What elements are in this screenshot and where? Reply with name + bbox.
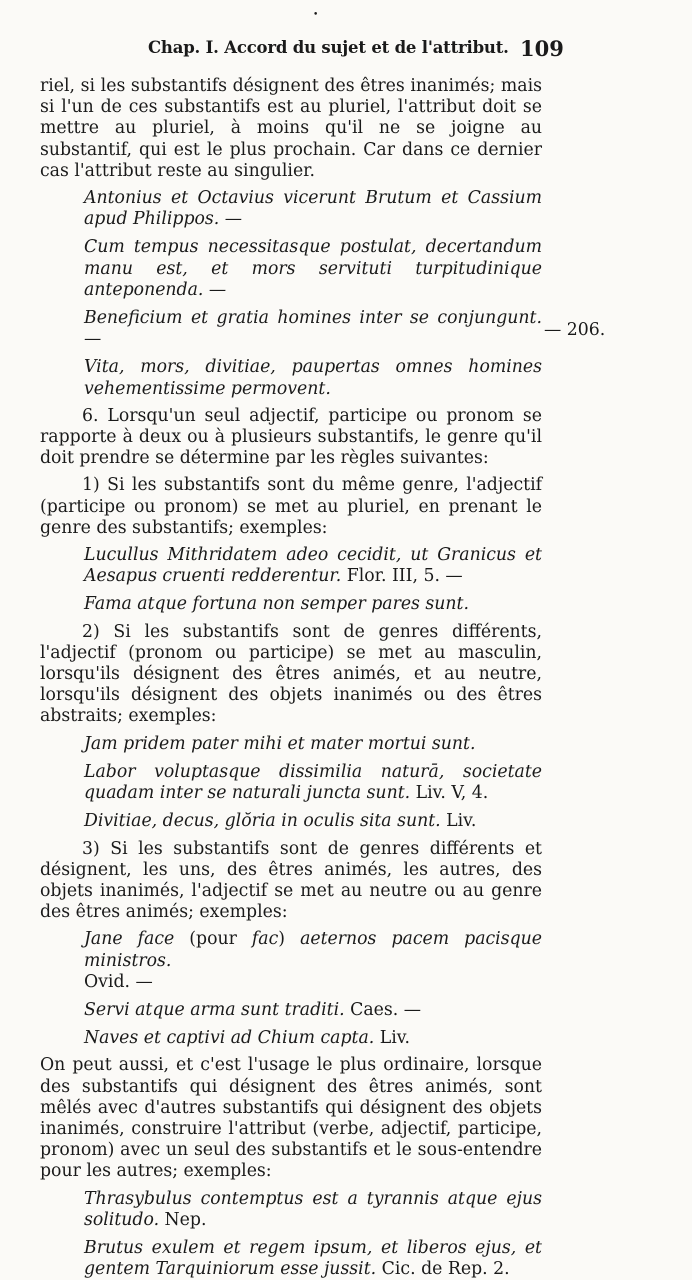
example-gloss: (pour bbox=[174, 929, 252, 950]
page-number: 109 bbox=[520, 36, 564, 61]
page-body bbox=[40, 76, 542, 1280]
example-text: Thrasybulus contemptus est a tyrannis atque ejus solitudo. bbox=[84, 1188, 542, 1230]
paragraph: riel, si les substantifs désignent des êtres inanimés; mais si l'un de ces substantifs est au pluriel, l'attribut doit se mettre au pluriel, à moins qu'il ne se joigne au substantif, qui est le plus prochain. Car dans ce dernier cas l'attribut reste au singulier. bbox=[40, 76, 542, 181]
running-header: Chap. I. Accord du sujet et de l'attribut. bbox=[148, 38, 509, 57]
paragraph: 6. Lorsqu'un seul adjectif, participe ou pronom se rapporte à deux ou à plusieurs substantifs, le genre qu'il doit prendre se détermine par les règles suivantes: bbox=[40, 405, 542, 469]
latin-example: Jam pridem pater mihi et mater mortui sunt. bbox=[84, 733, 476, 754]
example-text: Servi atque arma sunt traditi. bbox=[84, 999, 345, 1020]
paragraph: 1) Si les substantifs sont du même genre, l'adjectif (participe ou pronom) se met au pluriel, en prenant le genre des substantifs; exemples: bbox=[40, 475, 542, 538]
latin-example bbox=[40, 1189, 542, 1231]
latin-example: Antonius et Octavius vicerunt Brutum et Cassium apud Philippos. — bbox=[84, 188, 542, 230]
example-text: Lucullus Mithridatem adeo cecidit, ut Granicus et Aesapus cruenti redderentur. bbox=[84, 545, 542, 587]
latin-example bbox=[40, 545, 542, 587]
latin-example: Fama atque fortuna non semper pares sunt. bbox=[84, 594, 469, 615]
example-text: Naves et captivi ad Chium capta. bbox=[84, 1028, 375, 1049]
latin-example bbox=[40, 929, 542, 993]
example-text: aeternos pacem pacisque ministros. bbox=[84, 929, 542, 971]
example-text: Brutus exulem et regem ipsum, et liberos ejus, et gentem Tarquiniorum esse jussit. bbox=[84, 1237, 542, 1280]
latin-example bbox=[40, 1028, 542, 1049]
margin-section-number: — 206. bbox=[544, 320, 606, 340]
latin-example bbox=[40, 1238, 542, 1280]
example-reference: Nep. bbox=[159, 1209, 207, 1230]
paragraph: On peut aussi, et c'est l'usage le plus ordinaire, lorsque des substantifs qui désignent des êtres animés, sont mêlés avec d'autres substantifs qui désignent des objets inanimés, construire l'attribut (verbe, adjectif, participe, pronom) avec un seul des substantifs et le sous-entendre pour les autres; exemples: bbox=[40, 1055, 542, 1182]
example-reference: Flor. III, 5. — bbox=[341, 566, 463, 587]
top-mark: • bbox=[313, 10, 319, 20]
paragraph: 2) Si les substantifs sont de genres différents, l'adjectif (pronom ou participe) se met au masculin, lorsqu'ils désignent des êtres animés, et au neutre, lorsqu'ils désignent des objets inanimés ou des êtres abstraits; exemples: bbox=[40, 621, 542, 727]
latin-example: Vita, mors, divitiae, paupertas omnes homines vehementissime permovent. bbox=[84, 357, 542, 399]
example-reference: Cic. de Rep. 2. bbox=[376, 1259, 510, 1280]
latin-example: Beneficium et gratia homines inter se conjungunt. — bbox=[84, 308, 542, 350]
latin-example bbox=[40, 811, 542, 832]
example-text: Labor voluptasque dissimilia naturā, societate quadam inter se naturali juncta sunt. bbox=[84, 761, 542, 804]
example-gloss: ) bbox=[278, 929, 301, 950]
example-reference: Caes. — bbox=[344, 999, 422, 1020]
example-text: Jane face bbox=[84, 929, 175, 950]
example-reference: Ovid. — bbox=[84, 971, 153, 992]
latin-example bbox=[40, 762, 542, 804]
latin-example: Cum tempus necessitasque postulat, decertandum manu est, et mors servituti turpitudinique anteponenda. — bbox=[84, 237, 542, 300]
example-text: fac bbox=[251, 929, 279, 950]
example-reference: Liv. V, 4. bbox=[410, 783, 489, 804]
example-reference: Liv. bbox=[374, 1028, 410, 1049]
paragraph: 3) Si les substantifs sont de genres différents et désignent, les uns, des êtres animés, les autres, des objets inanimés, l'adjectif se met au neutre ou au genre des êtres animés; exemples: bbox=[40, 838, 542, 923]
example-reference: Liv. bbox=[440, 811, 477, 832]
example-text: Divitiae, decus, glŏria in oculis sita sunt. bbox=[84, 811, 441, 832]
latin-example bbox=[40, 1000, 542, 1021]
